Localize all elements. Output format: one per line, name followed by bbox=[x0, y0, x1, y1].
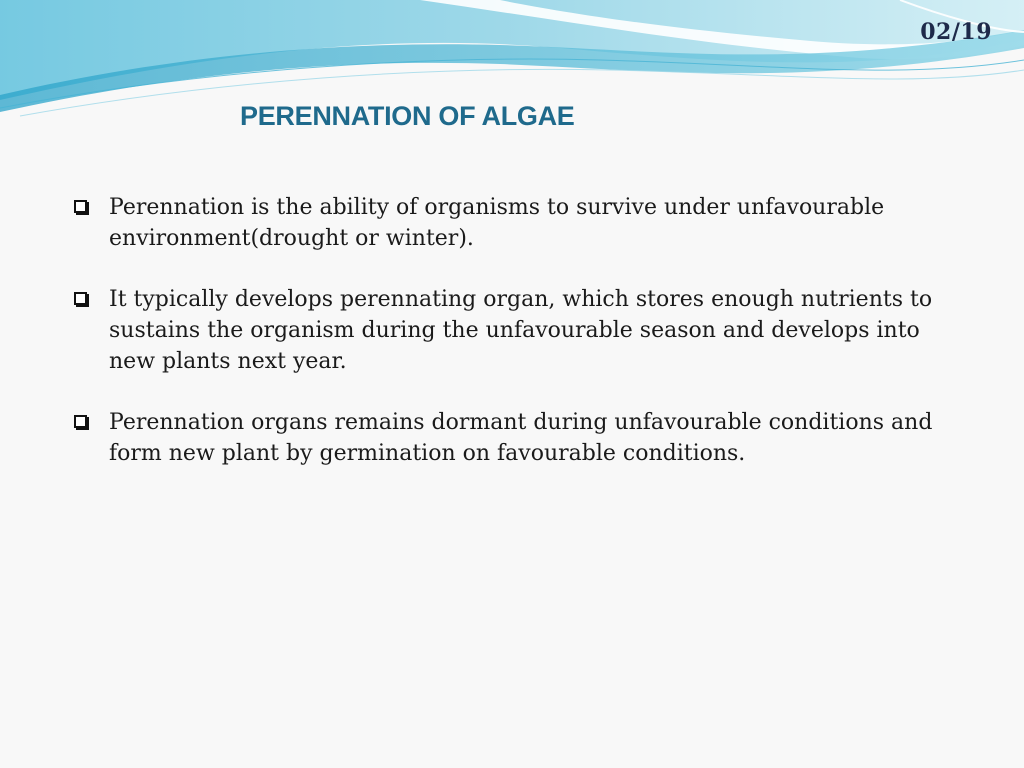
checkbox-icon bbox=[74, 292, 87, 305]
bullet-list bbox=[70, 192, 970, 499]
bullet-text: It typically develops perennating organ, which stores enough nutrients to sustains the organism during the unfavourable season and develops into new plants next year. bbox=[109, 287, 933, 374]
bullet-text: Perennation organs remains dormant during unfavourable conditions and form new plant by germination on favourable conditions. bbox=[109, 410, 933, 466]
bullet-text: Perennation is the ability of organisms to survive under unfavourable environment(drought or winter). bbox=[109, 195, 885, 251]
bullet-item bbox=[70, 407, 970, 469]
slide-title: PERENNATION OF ALGAE bbox=[240, 101, 575, 131]
bullet-item bbox=[70, 192, 970, 254]
bullet-item bbox=[70, 284, 970, 377]
checkbox-icon bbox=[74, 200, 87, 213]
slide-number: 02/19 bbox=[920, 19, 992, 45]
checkbox-icon bbox=[74, 415, 87, 428]
